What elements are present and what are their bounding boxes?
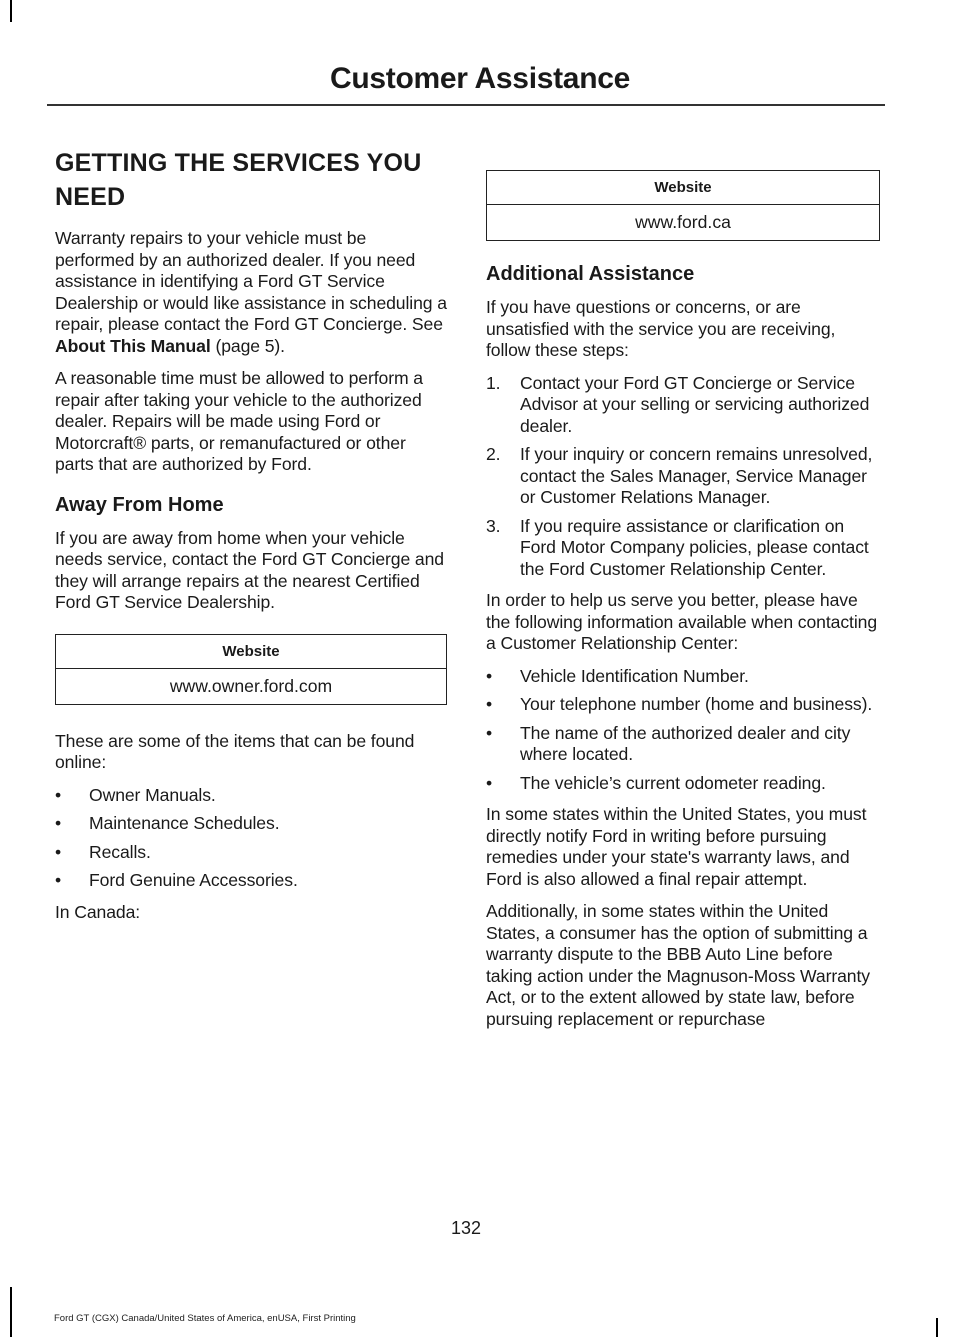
list-item: • Your telephone number (home and business). xyxy=(486,694,873,714)
list-item: • Recalls. xyxy=(55,841,151,862)
website-table xyxy=(55,634,447,705)
paragraph-text: (page 5). xyxy=(210,335,285,356)
bullet-list xyxy=(486,666,880,795)
crop-mark xyxy=(10,1287,12,1337)
step-item: 3. If you require assistance or clarification on Ford Motor Company policies, please contact the Ford Customer Relationship Center. xyxy=(486,515,869,579)
bullet-list xyxy=(55,785,447,892)
list-item: • Owner Manuals. xyxy=(55,784,216,805)
crop-mark xyxy=(10,0,12,22)
list-item: • Maintenance Schedules. xyxy=(55,813,280,833)
paragraph: Additionally, in some states within the United States, a consumer has the option of submitting a warranty dispute to the BBB Auto Line before taking action under the Magnuson-Moss Warranty Act, or to the extent allowed by state law, before pursuing replacement or repurchase xyxy=(486,901,870,1029)
page-number: 132 xyxy=(450,1218,482,1238)
right-column xyxy=(486,168,880,1041)
left-column xyxy=(55,146,447,934)
website-url[interactable]: www.owner.ford.com xyxy=(56,668,447,704)
page-header-title: Customer Assistance xyxy=(330,62,630,95)
list-item: • The vehicle’s current odometer reading. xyxy=(486,772,826,793)
paragraph-text: Warranty repairs to your vehicle must be performed by an authorized dealer. If you need assistance in identifying a Ford GT Service Dealership or would like assistance in scheduling a repair, please contact the Ford GT Concierge. See xyxy=(55,228,447,334)
paragraph: If you have questions or concerns, or are unsatisfied with the service you are receiving, follow these steps: xyxy=(486,297,836,360)
printing-info: Ford GT (CGX) Canada/United States of America, enUSA, First Printing xyxy=(54,1313,356,1324)
cross-reference-link[interactable]: About This Manual xyxy=(55,335,211,356)
paragraph: In order to help us serve you better, please have the following information available when contacting a Customer Relationship Center: xyxy=(486,590,878,653)
list-item: • The name of the authorized dealer and city where located. xyxy=(486,722,851,764)
subsection-heading: Additional Assistance xyxy=(486,263,695,285)
section-heading: GETTING THE SERVICES YOU NEED xyxy=(55,149,422,211)
crop-mark xyxy=(936,1318,938,1337)
paragraph: A reasonable time must be allowed to perform a repair after taking your vehicle to the authorized dealer. Repairs will be made using Ford or Motorcraft® parts, or remanufactured or other parts that are authorized by Ford. xyxy=(55,368,423,474)
step-item: 2. If your inquiry or concern remains unresolved, contact the Sales Manager, Service Manager or Customer Relations Manager. xyxy=(486,444,873,507)
step-item: 1. Contact your Ford GT Concierge or Service Advisor at your selling or servicing authorized dealer. xyxy=(486,372,870,436)
list-item: • Ford Genuine Accessories. xyxy=(55,870,298,890)
table-header: Website xyxy=(56,634,447,668)
header-divider xyxy=(47,104,885,106)
numbered-steps xyxy=(486,373,880,581)
table-header: Website xyxy=(487,171,880,205)
subsection-heading: Away From Home xyxy=(55,493,224,516)
list-item: • Vehicle Identification Number. xyxy=(486,665,749,686)
website-table xyxy=(486,170,880,241)
paragraph: In some states within the United States, you must directly notify Ford in writing before pursuing remedies under your state's warranty laws, and Ford is also allowed a final repair attempt. xyxy=(486,804,867,889)
paragraph xyxy=(55,228,447,357)
website-url[interactable]: www.ford.ca xyxy=(487,205,880,241)
paragraph: If you are away from home when your vehicle needs service, contact the Ford GT Concierge and they will arrange repairs at the nearest Certified Ford GT Service Dealership. xyxy=(55,527,444,612)
paragraph: These are some of the items that can be found online: xyxy=(55,730,415,772)
paragraph: In Canada: xyxy=(55,901,141,922)
